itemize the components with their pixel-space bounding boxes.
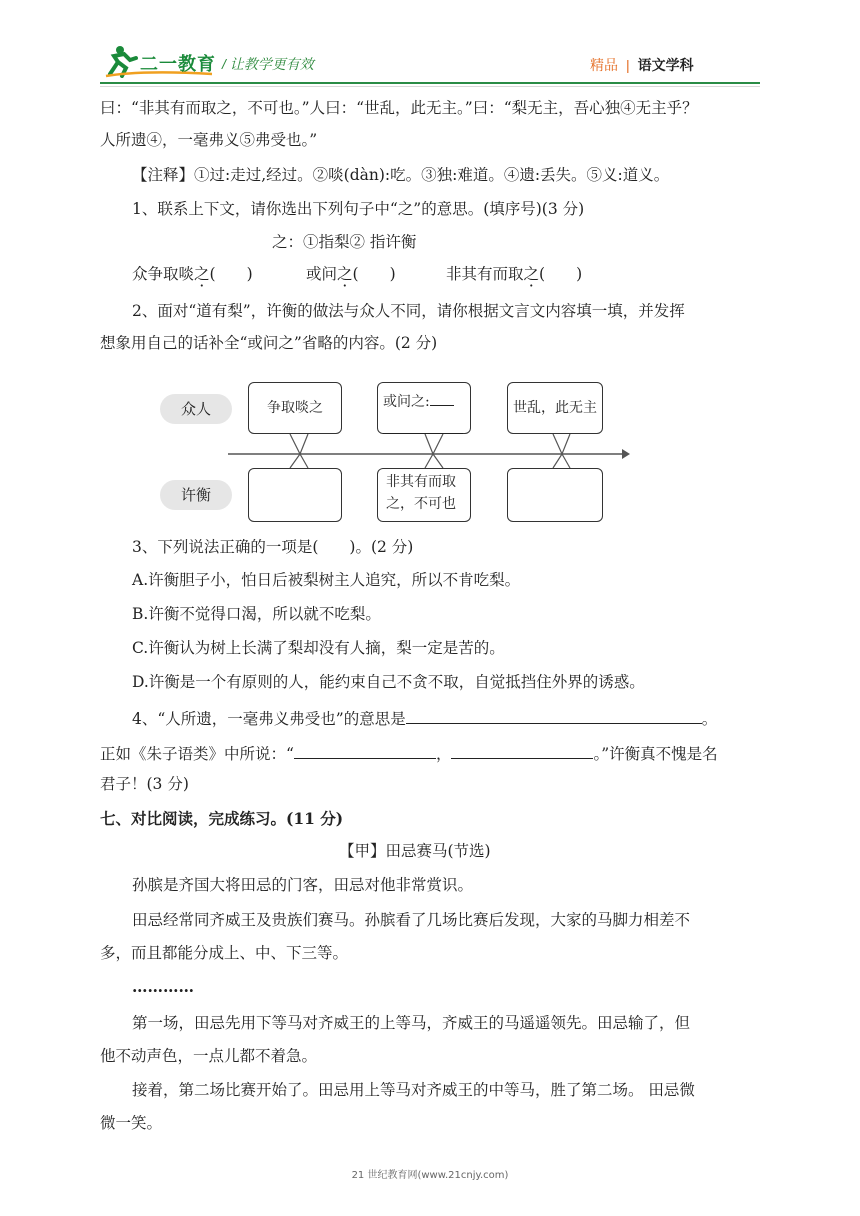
passage-jia-p3-line-2: 他不动声色，一点儿都不着急。 [100,1047,318,1065]
header-rule-thin [100,86,760,87]
passage-line-1: 曰：“非其有而取之，不可也。”人曰：“世乱，此无主。”曰：“梨无主，吾心独④无主乎？ [100,99,698,117]
question-4-line-1 [132,705,717,730]
header-slogan: / 让教学更有效 [222,56,314,72]
question-1-item-c [446,263,582,285]
people-action-box-3: 世乱，此无主 [507,382,603,434]
question-4-line-3: 君子！(3 分) [100,775,189,793]
annotation-note: 【注释】①过:走过,经过。②啖(dàn):吃。③独:难道。④遗:丢失。⑤义:道义。 [132,166,670,184]
people-label: 众人 [160,394,232,424]
page-header [0,0,860,92]
passage-jia-p2-line-2: 多，而且都能分成上、中、下三等。 [100,944,349,962]
question-2-line-2: 想象用自己的话补全“或问之”省略的内容。(2 分) [100,334,438,352]
passage-jia-p3-line-1: 第一场，田忌先用下等马对齐威王的上等马，齐威王的马遥遥领先。田忌输了，但 [132,1014,691,1032]
subject-label: 语文学科 [637,57,694,73]
question-3-option-a: A.许衡胆子小，怕日后被梨树主人追究，所以不肯吃梨。 [132,571,521,589]
passage-ellipsis: ………… [132,977,194,996]
question-3-option-b: B.许衡不觉得口渴，所以就不吃梨。 [132,605,381,623]
xuheng-action-box-2 [377,468,471,522]
question-1-item-b [306,263,396,285]
question-3-option-d: D.许衡是一个有原则的人，能约束自己不贪不取，自觉抵挡住外界的诱惑。 [132,673,645,691]
item-a-text: 众争取啖 [132,265,195,283]
answer-blank-short[interactable] [430,387,454,406]
people-action-box-2 [377,382,471,434]
question-4-line-2 [100,740,718,765]
item-c-answer-blank[interactable]: ( ) [539,265,583,283]
item-c-text: 非其有而取 [446,265,524,283]
item-c-target-char: 之 [523,265,540,283]
question-1-item-a [132,263,253,285]
item-a-answer-blank[interactable]: ( ) [209,265,253,283]
comparison-diagram [150,372,630,532]
quality-label: 精品 [590,57,618,73]
question-box-label: 或问之: [383,394,430,410]
xuheng-box-line-2: 之，不可也 [386,496,456,512]
passage-jia-p4-line-1: 接着，第二场比赛开始了。田忌用上等马对齐威王的中等马，胜了第二场。 田忌微 [132,1081,695,1099]
question-2-line-1: 2、面对“道有梨”，许衡的做法与众人不同，请你根据文言文内容填一填，并发挥 [132,302,685,320]
quote-outro: 。”许衡真不愧是名 [593,745,718,763]
question-3: 3、下列说法正确的一项是( )。(2 分) [132,538,414,556]
item-b-target-char: 之 [337,265,353,283]
xuheng-answer-box-3[interactable] [507,468,603,522]
answer-blank-long[interactable] [383,415,463,434]
xuheng-answer-box-1[interactable] [248,468,342,522]
question-4-prompt: 4、“人所遗，一毫弗义弗受也”的意思是 [132,710,406,728]
quote-blank-1[interactable] [294,740,436,759]
question-1-options: 之：①指梨② 指许衡 [272,233,417,251]
people-action-box-1: 争取啖之 [248,382,342,434]
item-b-text: 或问 [306,265,338,283]
passage-line-2: 人所遗④，一毫弗义⑤弗受也。” [100,131,318,149]
quote-blank-2[interactable] [451,740,593,759]
logo-text: 二一教育 [140,54,216,74]
passage-jia-p4-line-2: 微一笑。 [100,1114,163,1132]
xuheng-label: 许衡 [160,480,232,510]
item-b-answer-blank[interactable]: ( ) [352,265,396,283]
question-4-period: 。 [701,710,718,728]
passage-jia-p2-line-1: 田忌经常同齐威王及贵族们赛马。孙膑看了几场比赛后发现，大家的马脚力相差不 [132,911,691,929]
question-1: 1、联系上下文，请你选出下列句子中“之”的意思。(填序号)(3 分) [132,200,585,218]
question-3-option-c: C.许衡认为树上长满了梨却没有人摘，梨一定是苦的。 [132,639,505,657]
header-divider: | [626,57,630,73]
question-4-answer-blank[interactable] [406,705,702,724]
section-7-heading: 七、对比阅读，完成练习。(11 分) [100,809,344,828]
item-a-target-char: 之 [194,265,210,283]
header-subject [590,55,694,75]
passage-jia-title: 【甲】田忌赛马(节选) [339,842,491,860]
page-footer: 21 世纪教育网(www.21cnjy.com) [351,1170,509,1181]
quote-intro: 正如《朱子语类》中所说：“ [100,745,294,763]
passage-jia-p1: 孙膑是齐国大将田忌的门客，田忌对他非常赏识。 [132,876,474,894]
quote-comma: ， [435,745,452,763]
xuheng-box-line-1: 非其有而取 [386,474,456,490]
header-rule [100,82,760,84]
